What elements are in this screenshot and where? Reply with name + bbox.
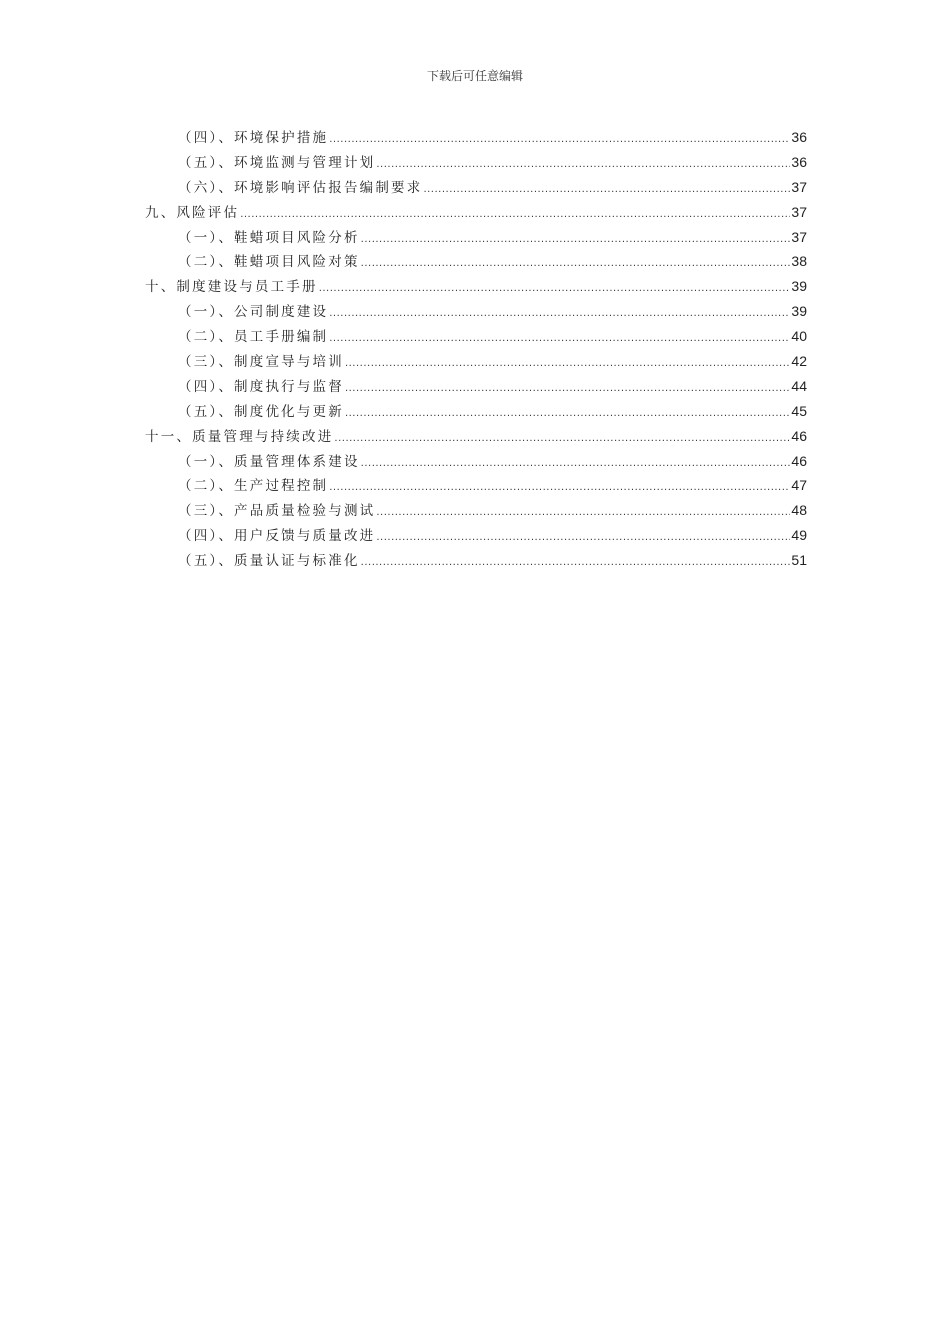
toc-page-number: 46: [791, 452, 807, 469]
toc-dot-leader: [423, 178, 790, 203]
toc-dot-leader: [345, 402, 790, 427]
toc-section-entry[interactable]: [145, 324, 807, 349]
toc-page-number: 40: [791, 328, 807, 345]
toc-section-entry[interactable]: [145, 175, 807, 200]
toc-dot-leader: [329, 476, 790, 501]
toc-dot-leader: [334, 427, 790, 452]
toc-page-number: 39: [791, 303, 807, 320]
toc-page-number: 47: [791, 477, 807, 494]
toc-section-entry[interactable]: [145, 150, 807, 175]
toc-section-entry[interactable]: [145, 349, 807, 374]
toc-chapter-entry[interactable]: [145, 200, 807, 225]
toc-section-entry[interactable]: [145, 473, 807, 498]
toc-dot-leader: [329, 128, 790, 153]
toc-page-number: 48: [791, 502, 807, 519]
toc-entry-title: （五）、质量认证与标准化: [178, 553, 360, 570]
toc-page-number: 37: [791, 178, 807, 195]
toc-section-entry[interactable]: [145, 249, 807, 274]
toc-page-number: 49: [791, 527, 807, 544]
toc-dot-leader: [376, 501, 790, 526]
toc-entry-title: 九、风险评估: [145, 204, 240, 221]
toc-section-entry[interactable]: [145, 498, 807, 523]
toc-entry-title: （六）、环境影响评估报告编制要求: [178, 179, 423, 196]
toc-section-entry[interactable]: [145, 299, 807, 324]
toc-entry-title: （三）、制度宣导与培训: [178, 354, 344, 371]
toc-entry-title: 十一、质量管理与持续改进: [145, 428, 334, 445]
toc-page-number: 38: [791, 253, 807, 270]
toc-page-number: 36: [791, 153, 807, 170]
toc-dot-leader: [361, 452, 791, 477]
toc-entry-title: （五）、制度优化与更新: [178, 403, 344, 420]
header-note: 下载后可任意编辑: [426, 69, 523, 83]
toc-entry-title: （一）、质量管理体系建设: [178, 453, 360, 470]
toc-dot-leader: [361, 252, 791, 277]
toc-entry-title: （一）、公司制度建设: [178, 304, 329, 321]
toc-section-entry[interactable]: [145, 548, 807, 573]
toc-dot-leader: [345, 352, 790, 377]
toc-section-entry[interactable]: [145, 374, 807, 399]
toc-page-number: 37: [791, 228, 807, 245]
toc-page-number: 46: [791, 427, 807, 444]
toc-section-entry[interactable]: [145, 449, 807, 474]
toc-entry-title: （五）、环境监测与管理计划: [178, 154, 376, 171]
table-of-contents: [145, 125, 807, 573]
toc-entry-title: （二）、员工手册编制: [178, 329, 329, 346]
toc-dot-leader: [319, 277, 791, 302]
toc-dot-leader: [361, 228, 791, 253]
toc-dot-leader: [329, 302, 790, 327]
toc-entry-title: （一）、鞋蜡项目风险分析: [178, 229, 360, 246]
toc-page-number: 36: [791, 129, 807, 145]
toc-entry-title: （三）、产品质量检验与测试: [178, 503, 376, 520]
toc-section-entry[interactable]: [145, 225, 807, 250]
toc-entry-title: 十、制度建设与员工手册: [145, 279, 318, 296]
toc-chapter-entry[interactable]: [145, 424, 807, 449]
toc-page-number: 51: [791, 552, 807, 569]
toc-page-number: 45: [791, 402, 807, 419]
toc-page-number: 42: [791, 353, 807, 370]
toc-page-number: 39: [791, 278, 807, 295]
toc-entry-title: （二）、鞋蜡项目风险对策: [178, 254, 360, 271]
toc-dot-leader: [361, 551, 791, 576]
toc-entry-title: （四）、制度执行与监督: [178, 378, 344, 395]
toc-section-entry[interactable]: [145, 125, 807, 150]
toc-section-entry[interactable]: [145, 399, 807, 424]
toc-dot-leader: [376, 153, 790, 178]
toc-dot-leader: [376, 526, 790, 551]
toc-chapter-entry[interactable]: [145, 274, 807, 299]
toc-dot-leader: [329, 327, 790, 352]
toc-entry-title: （二）、生产过程控制: [178, 478, 329, 495]
toc-section-entry[interactable]: [145, 523, 807, 548]
toc-page-number: 44: [791, 377, 807, 394]
toc-dot-leader: [240, 203, 790, 228]
toc-dot-leader: [345, 377, 790, 402]
toc-entry-title: （四）、环境保护措施: [178, 130, 329, 146]
toc-page-number: 37: [791, 203, 807, 220]
toc-entry-title: （四）、用户反馈与质量改进: [178, 528, 376, 545]
